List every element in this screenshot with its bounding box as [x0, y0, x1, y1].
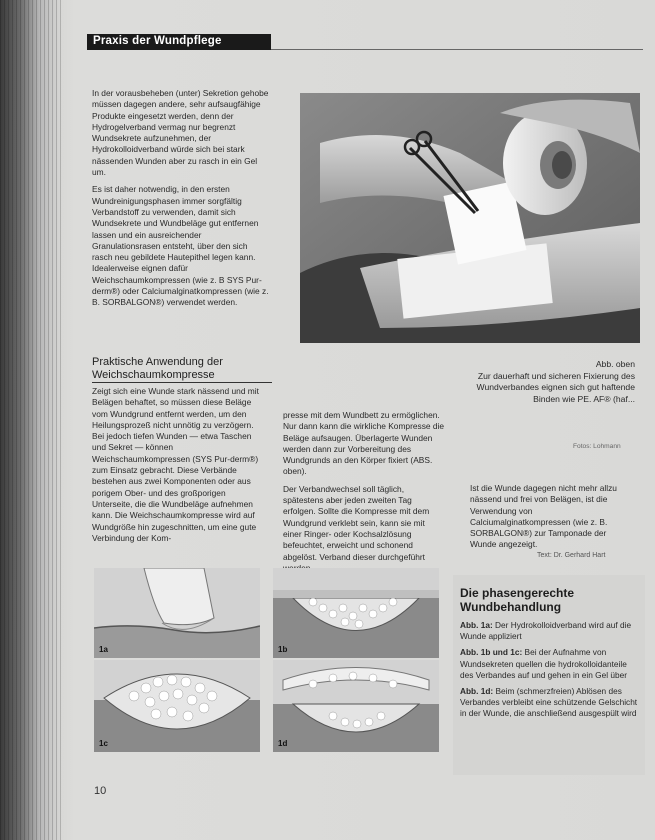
- section-heading-text: Praktische Anwendung der Weichschaumkompresse: [92, 356, 272, 383]
- box-item-1bc: [460, 647, 640, 681]
- box-item-label: Abb. 1b und 1c:: [460, 647, 523, 658]
- figure-1b: [273, 568, 439, 658]
- box-item-label: Abb. 1d:: [460, 686, 494, 697]
- photo-credit: Fotos: Lohmann: [573, 443, 621, 450]
- figure-1c: [94, 660, 260, 752]
- page-number: 10: [94, 785, 107, 797]
- book-binding-edge: [0, 0, 64, 840]
- figure-1a-illustration: [94, 568, 260, 658]
- section-header-bar: [87, 34, 271, 50]
- info-box-content: [460, 620, 640, 725]
- middle-paragraph-1: presse mit dem Wundbett zu ermöglichen. Nur dann kann die wirkliche Kompresse die Beläge aufsaugen. Überlagerte Wunden werden dann zur Vorbereitung des Wundgrunds an den Körper fixiert (ABS. oben).: [283, 410, 445, 477]
- photo-illustration: [300, 93, 640, 343]
- info-box-title: Die phasengerechte Wundbehandlung: [460, 586, 575, 614]
- box-item-1a: [460, 620, 640, 642]
- caption-text: Zur dauerhaft und sicheren Fixierung des Wundverbandes eignen sich gut haftende Binden wie PE. AF® (haf...: [476, 370, 635, 404]
- intro-paragraph-1: In der vorausbeheben (unter) Sekretion gehobe müssen dagegen andere, sehr aufsaugfähige Produkte eingesetzt werden, denn der Hydrogelverband vermag nur begrenzt Wundsekrete aufzunehmen, der Hydrokolloidverband würde sich bei stark nässenden Wunden aber zu rasch in ein Gel um.: [92, 88, 269, 178]
- figure-label: 1d: [278, 739, 288, 748]
- section-heading: [92, 356, 272, 383]
- figure-1b-illustration: [273, 568, 439, 658]
- figure-1d-illustration: [273, 660, 439, 752]
- figure-1c-illustration: [94, 660, 260, 752]
- author-credit: Text: Dr. Gerhard Hart: [537, 552, 606, 559]
- figure-label: 1b: [278, 645, 288, 654]
- box-item-text: Bei der Aufnahme von Wundsekreten quellen die hydrokolloidanteile des Verbandes auf und gehen in ein Gel über: [460, 647, 627, 680]
- right-column-text: [470, 483, 635, 557]
- figure-1d: [273, 660, 439, 752]
- box-item-1d: [460, 686, 640, 720]
- box-item-text: Beim (schmerzfreien) Ablösen des Verbandes verbleibt eine schützende Gelschicht in der Wunde, die anschließend ausgespült wird: [460, 686, 638, 719]
- left-column-intro: [92, 88, 270, 315]
- main-paragraph: Zeigt sich eine Wunde stark nässend und mit Belägen behaftet, so müssen diese Beläge vom Wundgrund entfernt werden, um den Heilungsprozeß nicht unnötig zu verzögern. Bei jedoch tiefen Wunden — etwa Taschen und Sekret — können Weichschaumkompressen (SYS Pur-derm®) zum Einsatz gebracht. Diese Verbände bestehen aus zwei Komponenten oder aus porigem Ober- und des großporigen Unterseite, die die Wundbeläge aufnehmen kann. Die Weichschaumkompresse wird auf Wundgröße hin zugeschnitten, um eine gute Verbindung der Kom-: [92, 386, 259, 543]
- intro-paragraph-2: Es ist daher notwendig, in den ersten Wundreinigungsphasen immer sorgfältig Verbandstoff zu verwenden, damit sich Wundsekrete und Wundbeläge gut entfernen lassen und ein ausreichender Granulationsrasen entsteht, über den sich rasch neu gebildete Hautepithel legen kann. Idealerweise eignen dafür Weichschaumkompressen (wie z. B SYS Pur-derm®) oder Calciumalginatkompressen (wie z. B. SORBALGON®) verwendet werden.: [92, 184, 269, 308]
- figure-label: 1a: [99, 645, 108, 654]
- section-header-title: Praxis der Wundpflege: [93, 35, 222, 47]
- header-rule: [271, 49, 643, 50]
- photo-caption: [455, 359, 635, 405]
- wound-dressing-photo: [300, 93, 640, 343]
- figure-1a: [94, 568, 260, 658]
- middle-paragraph-2: Der Verbandwechsel soll täglich, spätestens aber jeden zweiten Tag erfolgen. Sollte die Kompresse mit dem Wundgrund verklebt sein, kann sie mit einer Ringer- oder Kochsalzlösung befeuchtet, erweicht und schonend abgelöst. Verband dieser durchgeführt: [283, 483, 430, 562]
- figure-label: 1c: [99, 739, 108, 748]
- box-item-text: Der Hydrokolloidverband wird auf die Wunde appliziert: [460, 620, 632, 642]
- caption-label: Abb. oben: [595, 359, 635, 369]
- middle-column: [283, 410, 445, 580]
- box-item-label: Abb. 1a:: [460, 620, 493, 630]
- right-paragraph: Ist die Wunde dagegen nicht mehr allzu nässend und frei von Belägen, ist die Verwendung von Calciumalginatkompressen (wie z. B. SORBALGON®) zur Tamponade der Wunde angezeigt.: [470, 483, 617, 550]
- left-column-main: [92, 386, 267, 550]
